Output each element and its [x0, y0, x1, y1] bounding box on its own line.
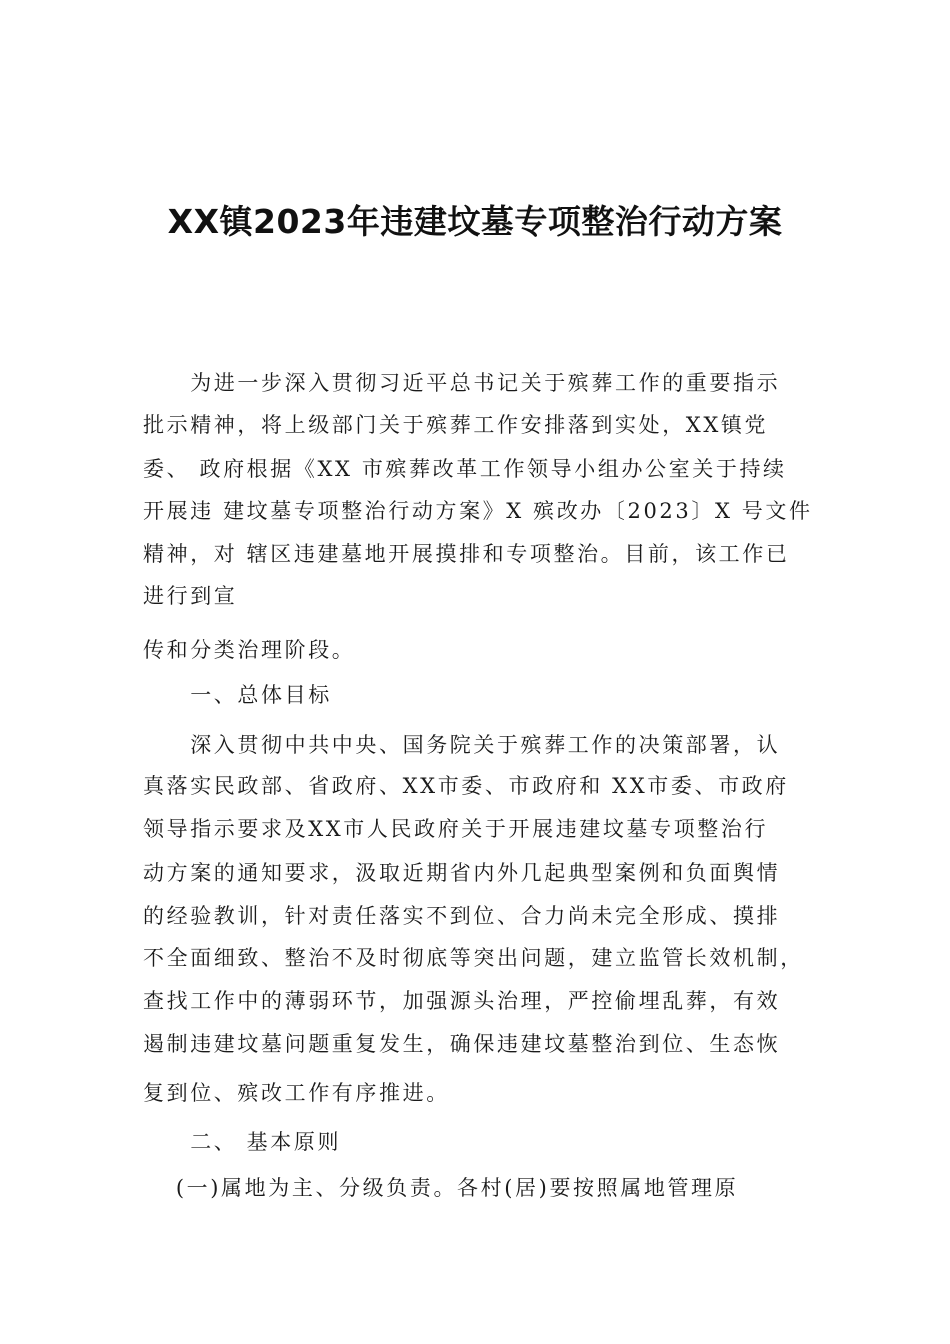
- paragraph-line: (一)属地为主、分级负责。各村(居)要按照属地管理原: [143, 1176, 739, 1200]
- paragraph-line: 批示精神，将上级部门关于殡葬工作安排落到实处，XX镇党: [143, 413, 769, 437]
- paragraph-line: 精神，对 辖区违建墓地开展摸排和专项整治。目前，该工作已: [143, 542, 790, 566]
- paragraph-line: 动方案的通知要求，汲取近期省内外几起典型案例和负面舆情: [143, 861, 781, 885]
- paragraph-line: 开展违 建坟墓专项整治行动方案》X 殡改办〔2023〕X 号文件: [143, 499, 813, 523]
- paragraph-line: 领导指示要求及XX市人民政府关于开展违建坟墓专项整治行: [143, 817, 769, 841]
- paragraph-line: 查找工作中的薄弱环节，加强源头治理，严控偷埋乱葬，有效: [143, 989, 781, 1013]
- paragraph-line: 的经验教训，针对责任落实不到位、合力尚未完全形成、摸排: [143, 904, 781, 928]
- paragraph-line: 深入贯彻中共中央、国务院关于殡葬工作的决策部署，认: [143, 733, 781, 757]
- section-heading: 一、总体目标: [143, 683, 332, 707]
- paragraph-line: 传和分类治理阶段。: [143, 638, 356, 662]
- paragraph-line: 复到位、殡改工作有序推进。: [143, 1081, 450, 1105]
- paragraph-line: 真落实民政部、省政府、XX市委、市政府和 XX市委、市政府: [143, 774, 789, 798]
- section-heading: 二、 基本原则: [143, 1130, 342, 1154]
- paragraph-line: 不全面细致、整治不及时彻底等突出问题，建立监管长效机制，: [143, 946, 804, 970]
- paragraph-line: 进行到宣: [143, 584, 238, 608]
- paragraph-line: 遏制违建坟墓问题重复发生，确保违建坟墓整治到位、生态恢: [143, 1032, 781, 1056]
- paragraph-line: 为进一步深入贯彻习近平总书记关于殡葬工作的重要指示: [143, 371, 781, 395]
- document-title: XX镇2023年违建坟墓专项整治行动方案: [167, 202, 783, 241]
- paragraph-line: 委、 政府根据《XX 市殡葬改革工作领导小组办公室关于持续: [143, 457, 787, 481]
